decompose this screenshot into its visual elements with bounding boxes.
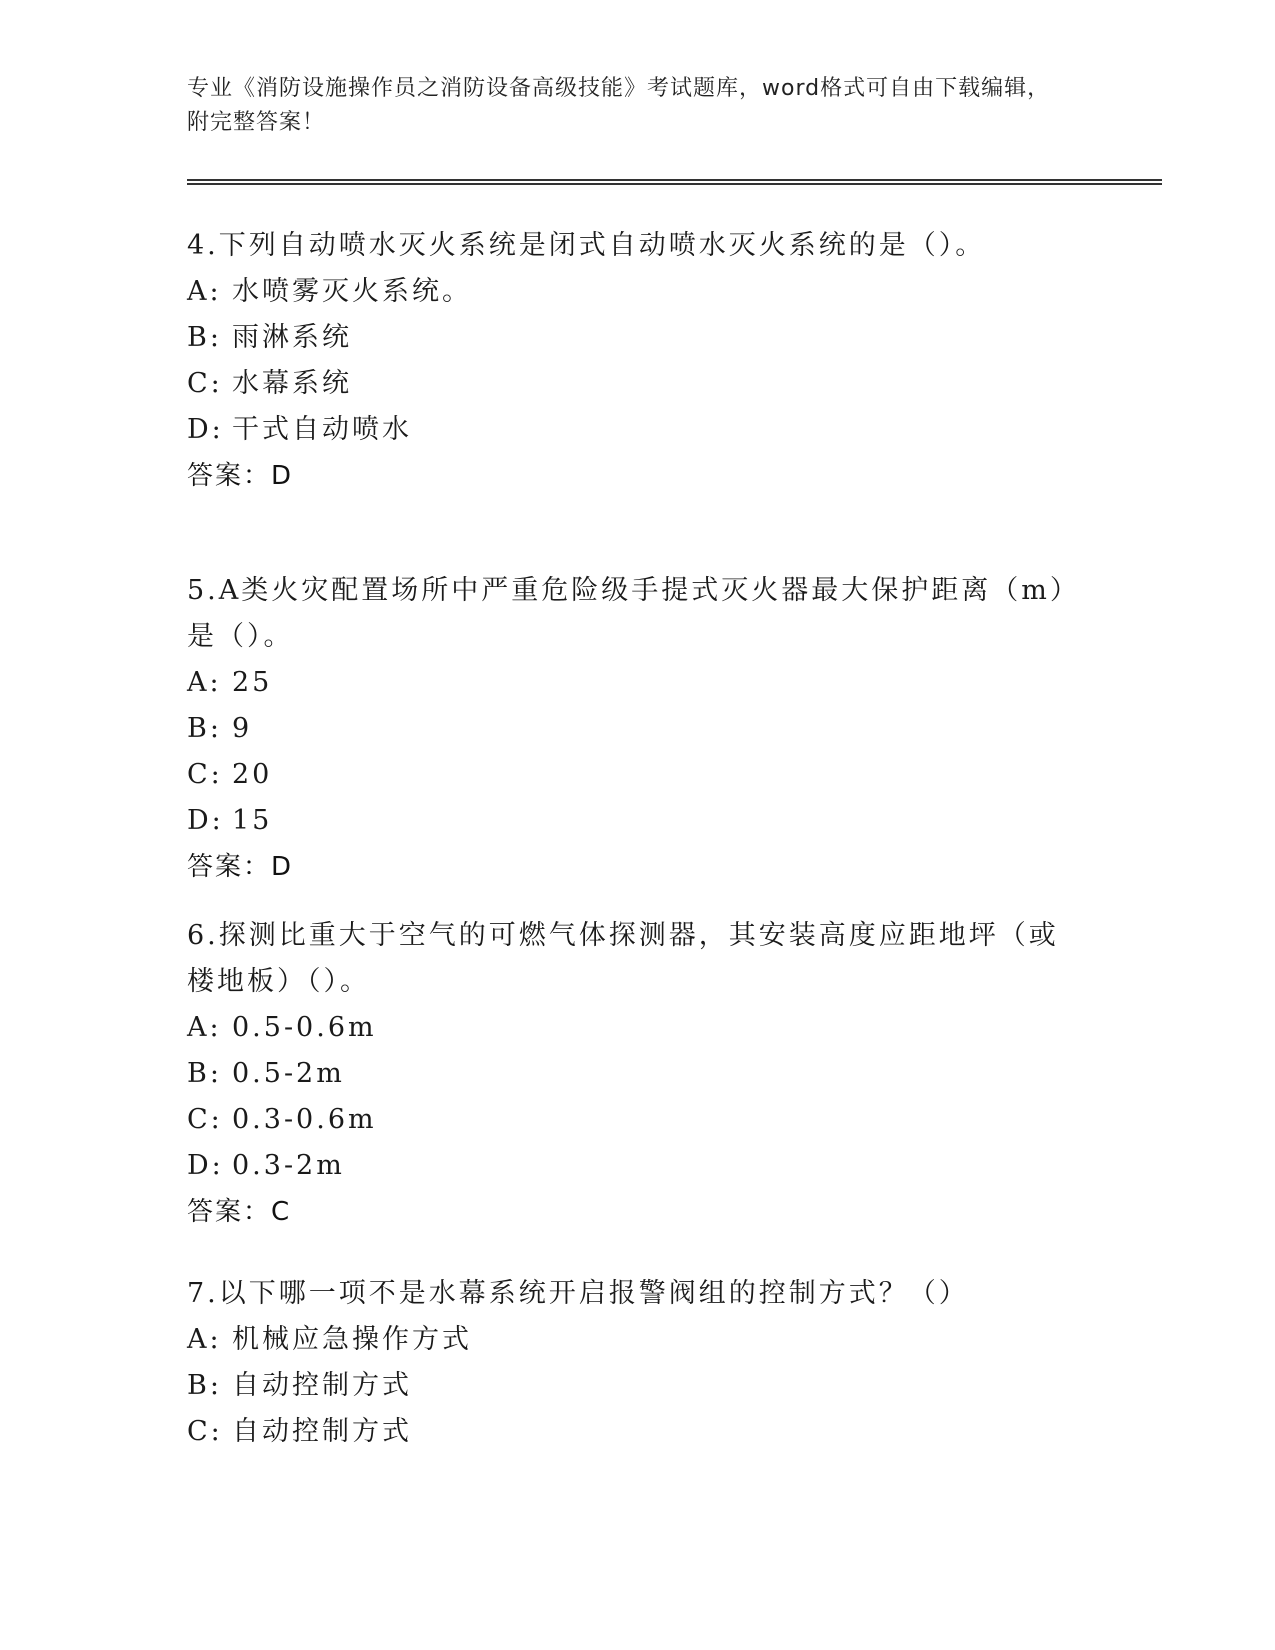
- option-c: [187, 752, 1067, 798]
- option-letter: D:: [187, 414, 224, 445]
- option-letter: C:: [187, 1104, 223, 1135]
- option-text: 25: [232, 667, 273, 698]
- option-text: 干式自动喷水: [232, 414, 412, 445]
- option-letter: B:: [187, 1058, 222, 1089]
- option-d: [187, 798, 1067, 844]
- option-a: [187, 1005, 1067, 1051]
- document-header: 专业《消防设施操作员之消防设备高级技能》考试题库，word格式可自由下载编辑，附完整答案！: [187, 76, 1051, 135]
- header-divider-bottom: [187, 183, 1162, 185]
- option-a: [187, 660, 1067, 706]
- option-text: 自动控制方式: [232, 1370, 412, 1401]
- option-text: 机械应急操作方式: [232, 1324, 472, 1355]
- option-text: 自动控制方式: [232, 1416, 412, 1447]
- question-7: [187, 1271, 1067, 1455]
- option-text: 15: [232, 805, 273, 836]
- option-b: [187, 1363, 1067, 1409]
- option-letter: B:: [187, 713, 222, 744]
- option-text: 0.5-0.6m: [232, 1012, 377, 1043]
- question-6: [187, 913, 1067, 1235]
- option-letter: C:: [187, 1416, 223, 1447]
- option-a: [187, 269, 1067, 315]
- option-letter: B:: [187, 1370, 222, 1401]
- option-letter: A:: [187, 1324, 222, 1355]
- option-b: [187, 315, 1067, 361]
- option-letter: B:: [187, 322, 222, 353]
- answer: 答案：D: [187, 852, 294, 882]
- question-stem: 6.探测比重大于空气的可燃气体探测器，其安装高度应距地坪（或楼地板）（）。: [187, 920, 1059, 997]
- answer: 答案：D: [187, 461, 294, 491]
- option-letter: C:: [187, 759, 223, 790]
- option-a: [187, 1317, 1067, 1363]
- option-b: [187, 1051, 1067, 1097]
- option-text: 雨淋系统: [232, 322, 352, 353]
- option-c: [187, 1409, 1067, 1455]
- option-letter: A:: [187, 667, 222, 698]
- option-letter: D:: [187, 805, 224, 836]
- option-text: 0.5-2m: [232, 1058, 345, 1089]
- header-divider-top: [187, 179, 1162, 181]
- option-text: 0.3-2m: [232, 1150, 345, 1181]
- question-stem: 7.以下哪一项不是水幕系统开启报警阀组的控制方式？（）: [187, 1278, 969, 1309]
- question-stem: 4.下列自动喷水灭火系统是闭式自动喷水灭火系统的是（）。: [187, 230, 986, 261]
- option-text: 水幕系统: [232, 368, 352, 399]
- option-text: 0.3-0.6m: [232, 1104, 377, 1135]
- question-stem: 5.A类火灾配置场所中严重危险级手提式灭火器最大保护距离（m）是（）。: [187, 575, 1067, 652]
- question-4: [187, 223, 1067, 499]
- question-5: [187, 568, 1067, 890]
- answer: 答案：C: [187, 1197, 292, 1227]
- option-c: [187, 1097, 1067, 1143]
- option-letter: D:: [187, 1150, 224, 1181]
- option-letter: A:: [187, 276, 222, 307]
- option-text: 9: [232, 713, 253, 744]
- option-text: 水喷雾灭火系统。: [232, 276, 472, 307]
- option-text: 20: [232, 759, 273, 790]
- option-d: [187, 1143, 1067, 1189]
- option-d: [187, 407, 1067, 453]
- option-letter: A:: [187, 1012, 222, 1043]
- option-letter: C:: [187, 368, 223, 399]
- option-b: [187, 706, 1067, 752]
- option-c: [187, 361, 1067, 407]
